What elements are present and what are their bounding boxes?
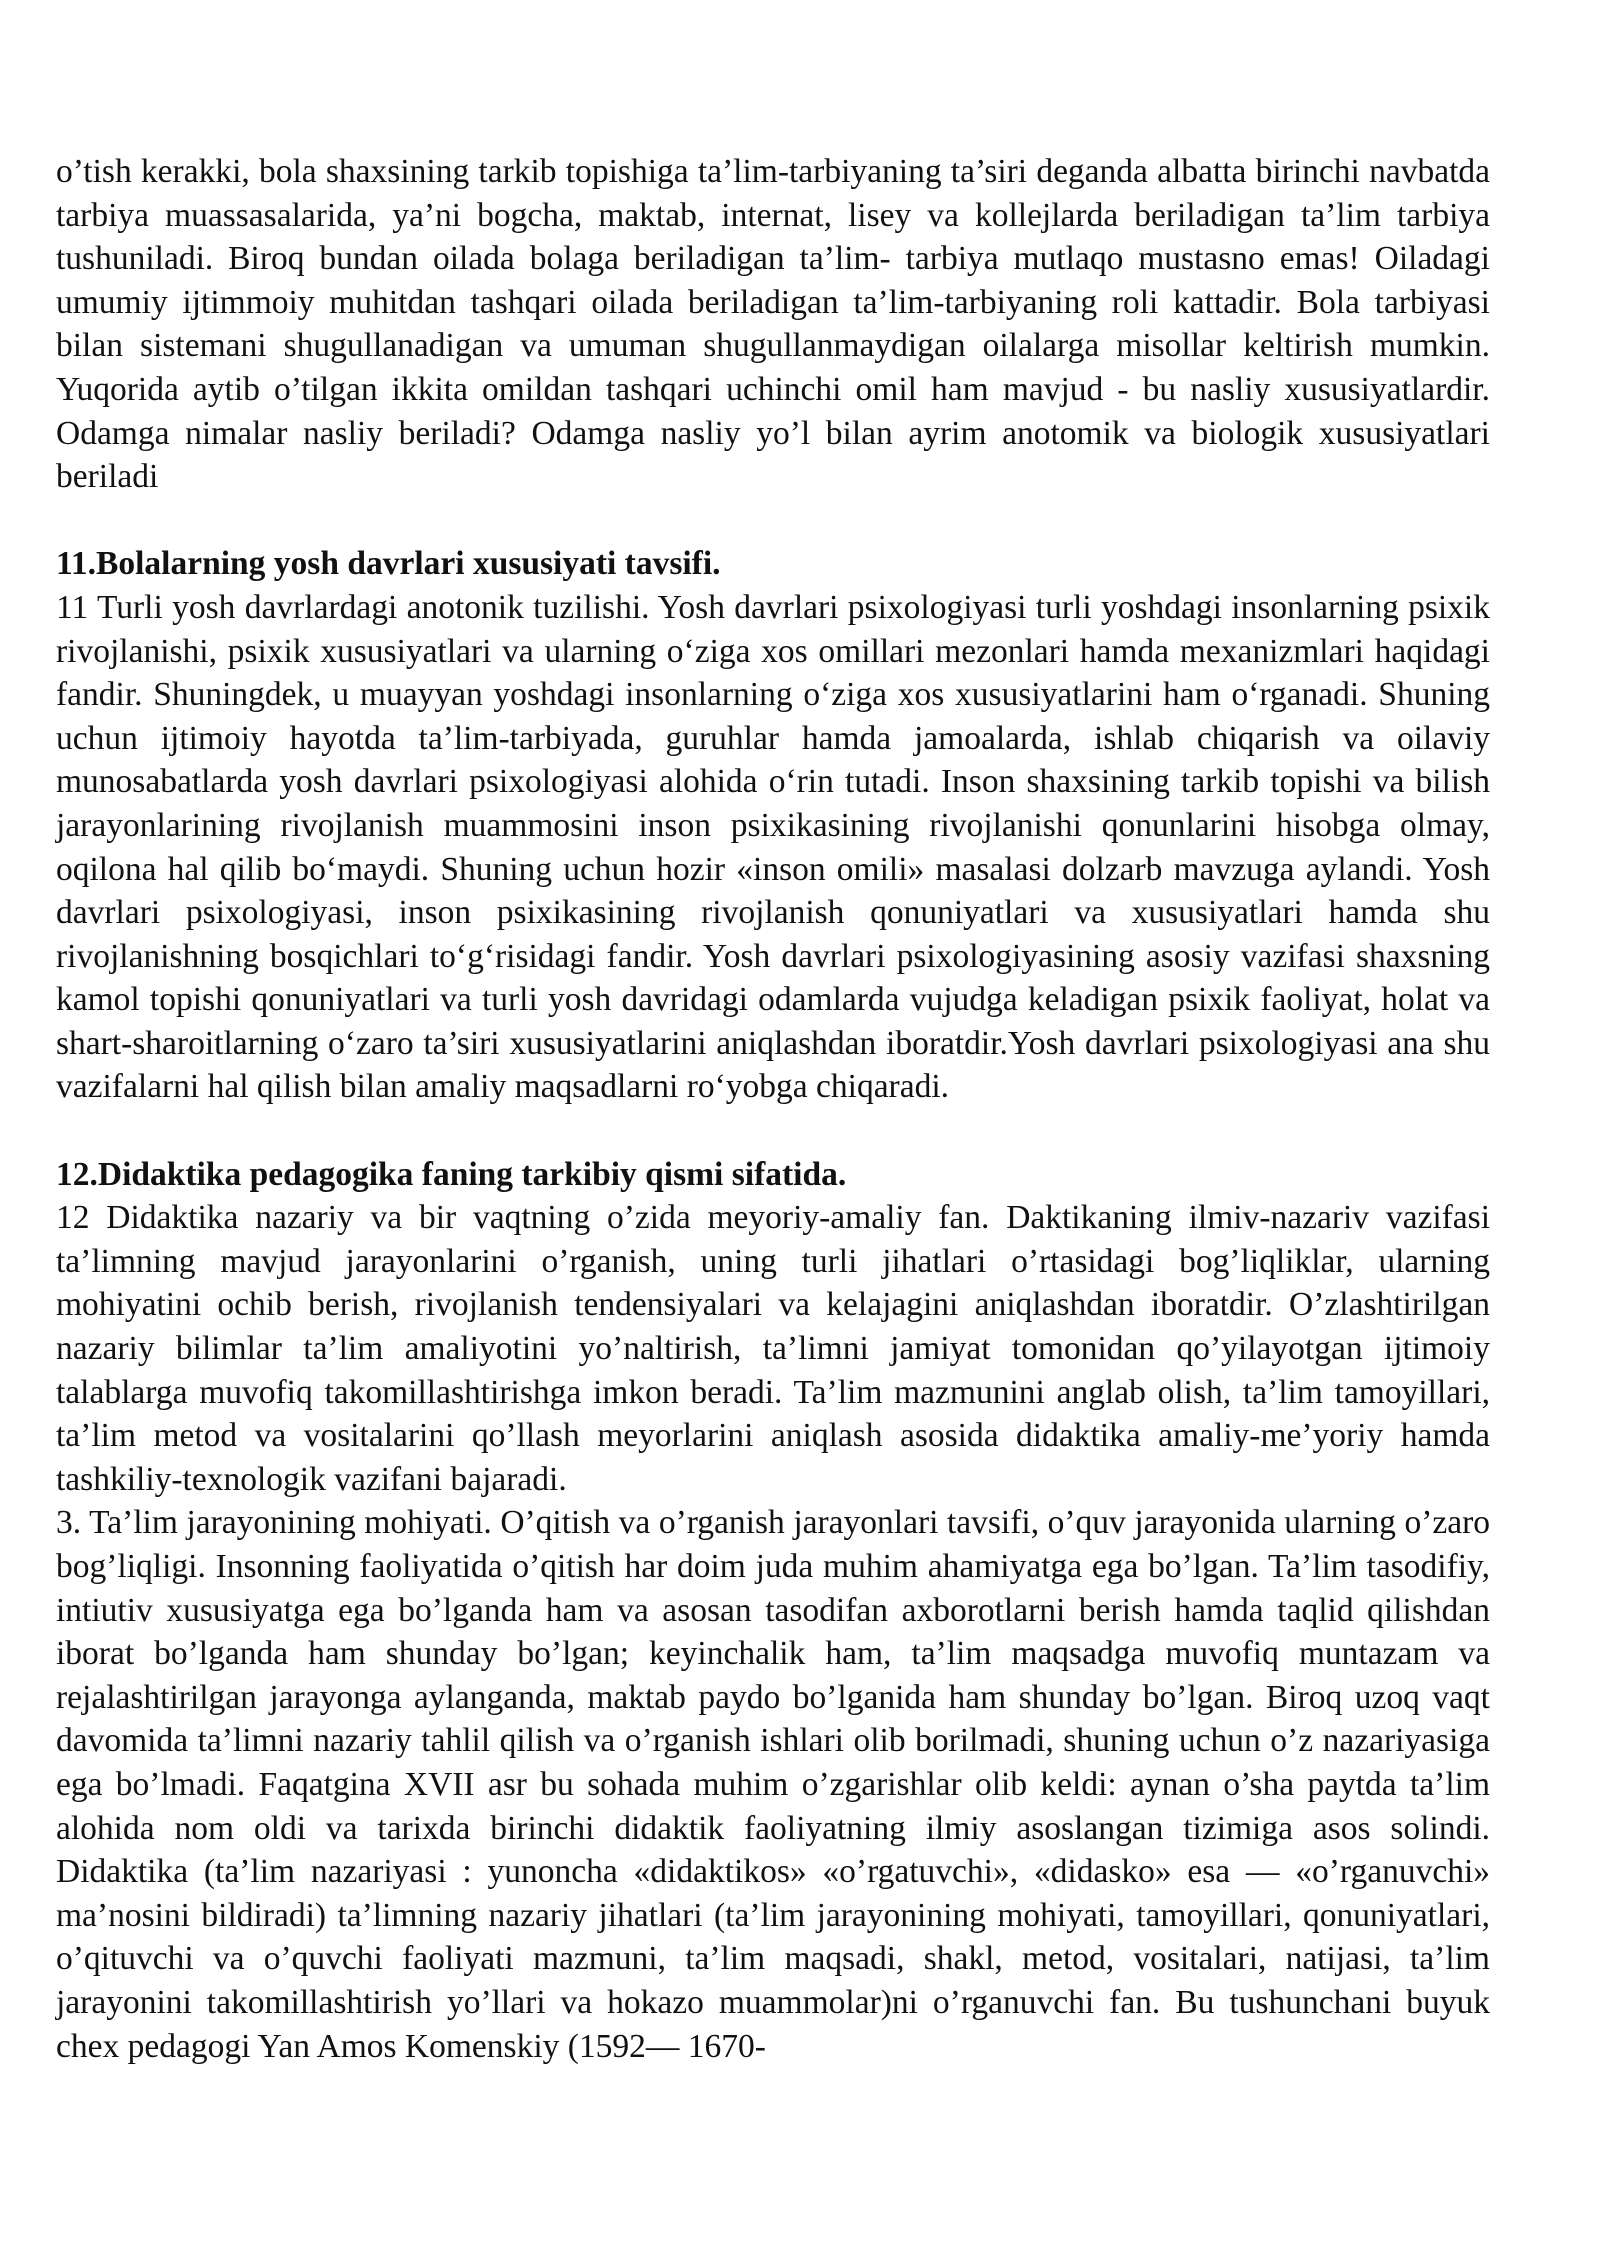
document-page <box>56 150 1490 2068</box>
section-12-heading: 12.Didaktika pedagogika faning tarkibiy qismi sifatida. <box>56 1155 847 1193</box>
section-11-heading: 11.Bolalarning yosh davrlari xususiyati tavsifi. <box>56 545 721 583</box>
section-11-body: 11 Turli yosh davrlardagi anotonik tuzilishi. Yosh davrlari psixologiyasi turli yoshdagi insonlarning psixik rivojlanishi, psixik xususiyatlari va ularning o‘ziga xos omillari mezonlari hamda mexanizmlari haqidagi fandir. Shuningdek, u muayyan yoshdagi insonlarning o‘ziga xos xususiyatlarini ham o‘rganadi. Shuning uchun ijtimoiy hayotda ta’lim-tarbiyada, guruhlar hamda jamoalarda, ishlab chiqarish va oilaviy munosabatlarda yosh davrlari psixologiyasi alohida o‘rin tutadi. Inson shaxsining tarkib topishi va bilish jarayonlarining rivojlanish muammosini inson psixikasining rivojlanishi qonunlarini hisobga olmay, oqilona hal qilib bo‘maydi. Shuning uchun hozir «inson omili» masalasi dolzarb mavzuga aylandi. Yosh davrlari psixologiyasi, inson psixikasining rivojlanish qonuniyatlari va xususiyatlari hamda shu rivojlanishning bosqichlari to‘g‘risidagi fandir. Yosh davrlari psixologiyasining asosiy vazifasi shaxsning kamol topishi qonuniyatlari va turli yosh davridagi odamlarda vujudga keladigan psixik faoliyat, holat va shart-sharoitlarning o‘zaro ta’siri xususiyatlarini aniqlashdan iboratdir.Yosh davrlari psixologiyasi ana shu vazifalarni hal qilish bilan amaliy maqsadlarni ro‘yobga chiqaradi. <box>56 588 1490 1106</box>
intro-paragraph: o’tish kerakki, bola shaxsining tarkib topishiga ta’lim-tarbiyaning ta’siri deganda albatta birinchi navbatda tarbiya muassasalarida, ya’ni bogcha, maktab, internat, lisey va kollejlarda beriladigan ta’lim tarbiya tushuniladi. Biroq bundan oilada bolaga beriladigan ta’lim- tarbiya mutlaqo mustasno emas! Oiladagi umumiy ijtimmoiy muhitdan tashqari oilada beriladigan ta’lim-tarbiyaning roli kattadir. Bola tarbiyasi bilan sistemani shugullanadigan va umuman shugullanmaydigan oilalarga misollar keltirish mumkin. Yuqorida aytib o’tilgan ikkita omildan tashqari uchinchi omil ham mavjud - bu nasliy xususiyatlardir. Odamga nimalar nasliy beriladi? Odamga nasliy yo’l bilan ayrim anotomik va biologik xususiyatlari beriladi <box>56 153 1490 496</box>
paragraph-gap <box>56 499 1490 543</box>
section-12-body-part1: 12 Didaktika nazariy va bir vaqtning o’zida meyoriy-amaliy fan. Daktikaning ilmiv-nazariv vazifasi ta’limning mavjud jarayonlarini o’rganish, uning turli jihatlari o’rtasidagi bog’liqliklar, ularning mohiyatini ochib berish, rivojlanish tendensiyalari va kelajagini aniqlashdan iboratdir. O’zlashtirilgan nazariy bilimlar ta’lim amaliyotini yo’naltirish, ta’limni jamiyat tomonidan qo’yilayotgan ijtimoiy talablarga muvofiq takomillashtirishga imkon beradi. Ta’lim mazmunini anglab olish, ta’lim tamoyillari, ta’lim metod va vositalarini qo’llash meyorlarini aniqlash asosida didaktika amaliy-me’yoriy hamda tashkiliy-texnologik vazifani bajaradi. <box>56 1199 1490 1498</box>
paragraph-gap <box>56 1109 1490 1153</box>
section-12-body-part2: 3. Ta’lim jarayonining mohiyati. O’qitish va o’rganish jarayonlari tavsifi, o’quv jarayonida ularning o’zaro bog’liqligi. Insonning faoliyatida o’qitish har doim juda muhim ahamiyatga ega bo’lgan. Ta’lim tasodifiy, intiutiv xususiyatga ega bo’lganda ham va asosan tasodifan axborotlarni berish hamda taqlid qilishdan iborat bo’lganda ham shunday bo’lgan; keyinchalik ham, ta’lim maqsadga muvofiq muntazam va rejalashtirilgan jarayonga aylanganda, maktab paydo bo’lganida ham shunday bo’lgan. Biroq uzoq vaqt davomida ta’limni nazariy tahlil qilish va o’rganish ishlari olib borilmadi, shuning uchun o’z nazariyasiga ega bo’lmadi. Faqatgina XVII asr bu sohada muhim o’zgarishlar olib keldi: aynan o’sha paytda ta’lim alohida nom oldi va tarixda birinchi didaktik faoliyatning ilmiy asoslangan tizimiga asos solindi. Didaktika (ta’lim nazariyasi : yunoncha «didaktikos» «o’rgatuvchi», «didasko» esa — «o’rganuvchi» ma’nosini bildiradi) ta’limning nazariy jihatlari (ta’lim jarayonining mohiyati, tamoyillari, qonuniyatlari, o’qituvchi va o’quvchi faoliyati mazmuni, ta’lim maqsadi, shakl, metod, vositalari, natijasi, ta’lim jarayonini takomillashtirish yo’llari va hokazo muammolar)ni o’rganuvchi fan. Bu tushunchani buyuk chex pedagogi Yan Amos Komenskiy (1592— 1670- <box>56 1504 1490 2065</box>
